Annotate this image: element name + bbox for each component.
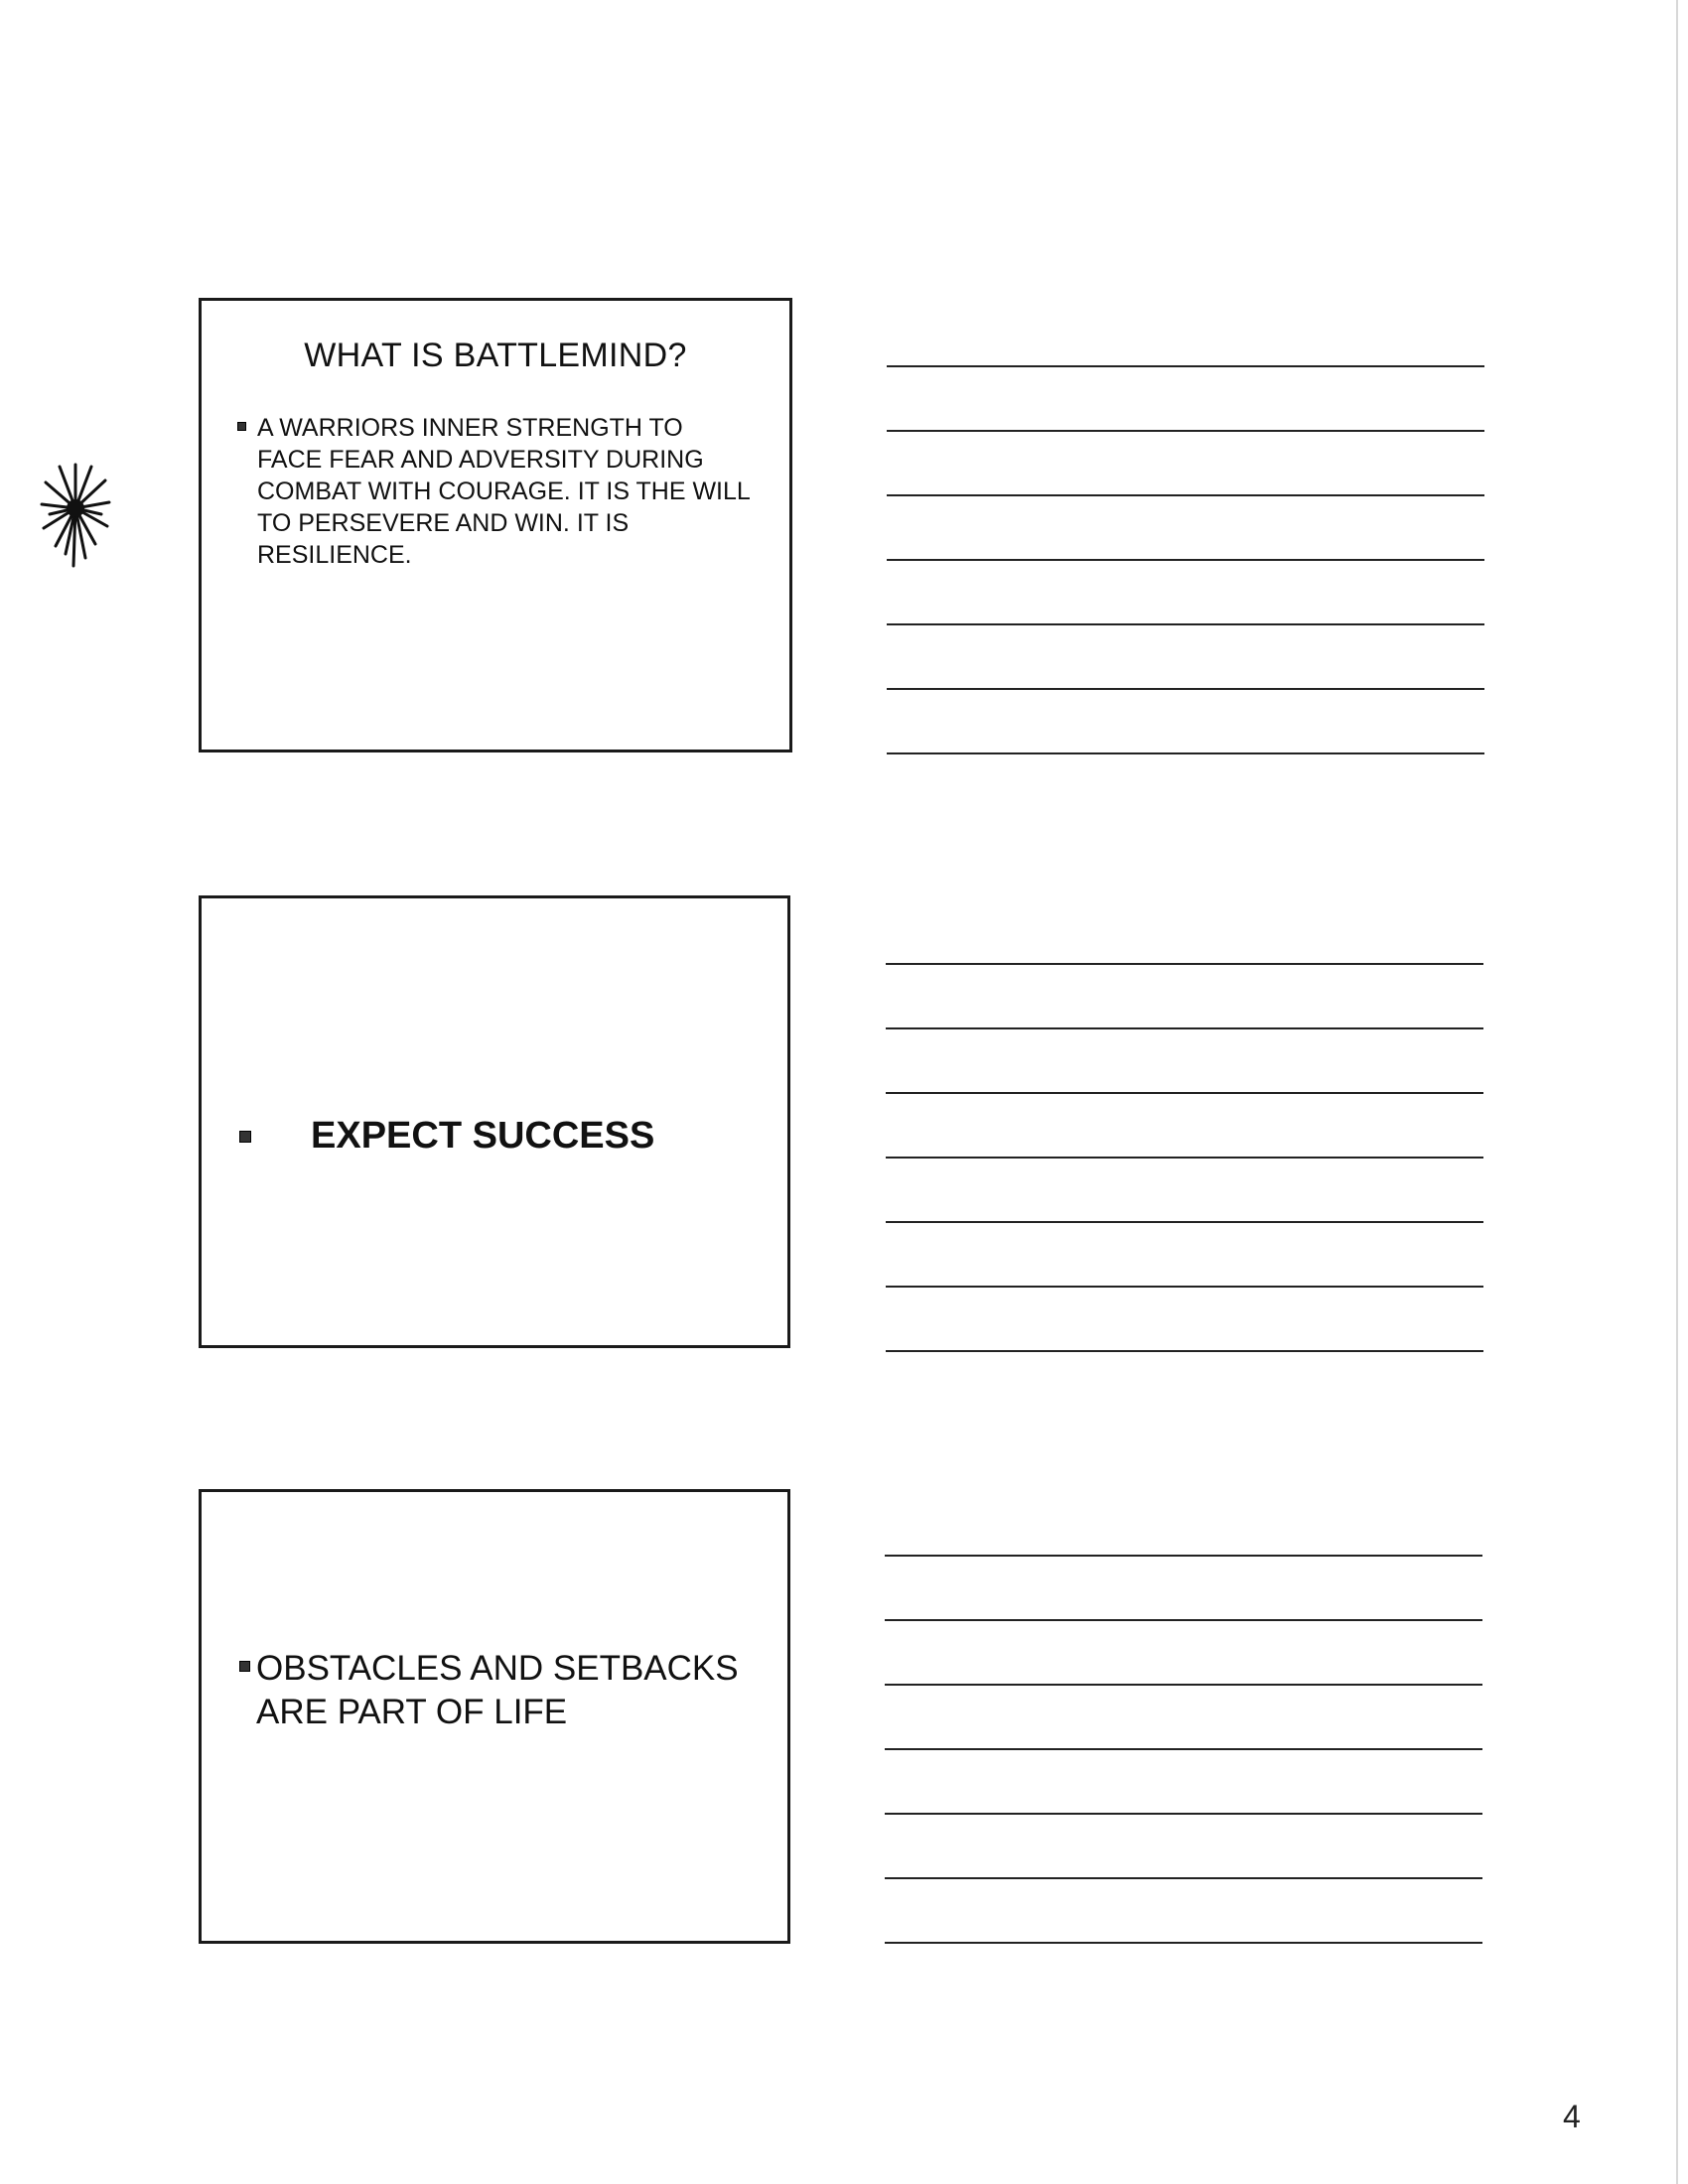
note-line: [885, 1748, 1482, 1750]
note-line: [887, 430, 1484, 432]
note-line: [885, 1877, 1482, 1879]
ink-splat-icon: [40, 459, 111, 570]
bullet-item: [237, 412, 754, 571]
square-bullet-icon: [237, 422, 246, 431]
note-line: [885, 1684, 1482, 1686]
bullet-item: [239, 1115, 756, 1158]
bullet-text: OBSTACLES AND SETBACKS ARE PART OF LIFE: [256, 1649, 739, 1731]
bullet-text: A WARRIORS INNER STRENGTH TO FACE FEAR AND ADVERSITY DURING COMBAT WITH COURAGE. IT IS THE WILL TO PERSEVERE AND WIN. IT IS RESILIENCE.: [257, 414, 750, 569]
note-line: [885, 1619, 1482, 1621]
page-number: 4: [1563, 2099, 1581, 2134]
note-line: [886, 1286, 1483, 1288]
slide-title: WHAT IS BATTLEMIND?: [304, 337, 687, 374]
note-line: [886, 1092, 1483, 1094]
note-line: [886, 1221, 1483, 1223]
note-line: [886, 1350, 1483, 1352]
bullet-text: EXPECT SUCCESS: [311, 1115, 655, 1157]
note-line: [887, 623, 1484, 625]
scan-edge: [1676, 0, 1678, 2184]
note-line: [887, 688, 1484, 690]
note-line: [887, 365, 1484, 367]
slide-what-is-battlemind: [199, 298, 792, 752]
note-line: [887, 752, 1484, 754]
note-line: [887, 559, 1484, 561]
note-line: [886, 1027, 1483, 1029]
note-line: [885, 1813, 1482, 1815]
bullet-item: [239, 1647, 756, 1734]
slide-obstacles-and-setbacks: [199, 1489, 790, 1944]
square-bullet-icon: [239, 1131, 251, 1143]
note-line: [886, 963, 1483, 965]
note-line: [886, 1157, 1483, 1159]
square-bullet-icon: [239, 1661, 250, 1672]
slide-expect-success: [199, 895, 790, 1348]
note-line: [887, 494, 1484, 496]
note-line: [885, 1942, 1482, 1944]
note-line: [885, 1555, 1482, 1557]
